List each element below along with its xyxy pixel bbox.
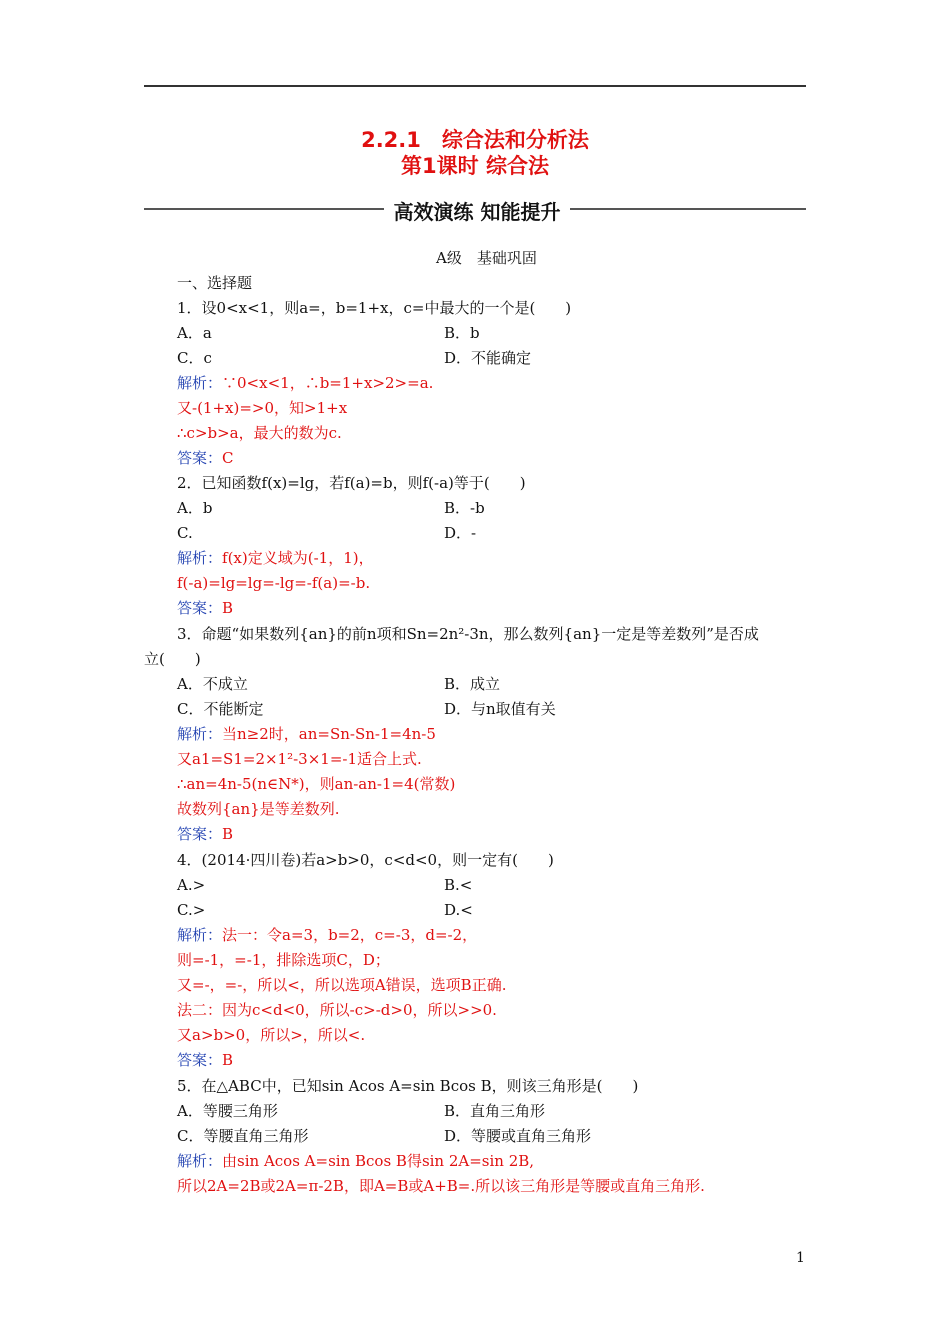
q4-option-c: C.> — [177, 901, 206, 919]
answer-value: B — [222, 599, 234, 617]
q4-option-d: D.< — [444, 901, 473, 919]
solution-label: 解析： — [177, 374, 223, 392]
q3-option-d: D．与n取值有关 — [444, 700, 556, 718]
solution-label: 解析： — [177, 1152, 223, 1170]
solution-text: ∵0<x<1，∴b=1+x>2>=a. — [222, 374, 434, 392]
q5-option-d: D．等腰或直角三角形 — [444, 1127, 592, 1145]
level-heading: A级 基础巩固 — [436, 249, 537, 267]
q3-solution-1 — [177, 724, 436, 744]
q1-solution-2: 又-(1+x)=>0，知>1+x — [177, 399, 348, 417]
q2-solution-1 — [177, 548, 374, 568]
solution-text: 法一：令a=3，b=2，c=-3，d=-2， — [222, 926, 478, 944]
answer-value: C — [222, 449, 234, 467]
q5-stem: 5．在△ABC中，已知sin Acos A=sin Bcos B，则该三角形是( ) — [177, 1077, 639, 1095]
q2-option-b: B．-b — [444, 499, 485, 517]
solution-label: 解析： — [177, 926, 223, 944]
banner-rule-left — [144, 208, 384, 210]
q4-solution-4: 法二：因为c<d<0，所以-c>-d>0，所以>>0. — [177, 1001, 497, 1019]
q4-solution-3: 又=-，=-，所以<，所以选项A错误，选项B正确. — [177, 976, 507, 994]
q5-solution-2: 所以2A=2B或2A=π-2B，即A=B或A+B=.所以该三角形是等腰或直角三角形. — [177, 1177, 705, 1195]
answer-label: 答案： — [177, 599, 223, 617]
banner-title: 高效演练 知能提升 — [393, 200, 561, 224]
q4-solution-2: 则=-1，=-1，排除选项C，D； — [177, 951, 390, 969]
solution-label: 解析： — [177, 549, 223, 567]
q3-option-a: A．不成立 — [177, 675, 248, 693]
q1-solution-1 — [177, 373, 433, 393]
q3-solution-3: ∴an=4n-5(n∈N*)，则an-an-1=4(常数) — [177, 775, 456, 793]
q4-option-a: A.> — [177, 876, 206, 894]
q1-stem: 1．设0<x<1，则a=，b=1+x，c=中最大的一个是( ) — [177, 299, 572, 317]
q4-stem: 4．(2014·四川卷)若a>b>0，c<d<0，则一定有( ) — [177, 851, 554, 869]
q2-stem: 2．已知函数f(x)=lg，若f(a)=b，则f(-a)等于( ) — [177, 474, 526, 492]
q3-stem-1: 3．命题“如果数列{an}的前n项和Sn=2n²-3n，那么数列{an}一定是等差数列”是否成 — [177, 625, 759, 643]
q3-solution-4: 故数列{an}是等差数列. — [177, 800, 340, 818]
banner-rule-right — [570, 208, 806, 210]
q3-stem-2: 立( ) — [144, 650, 201, 668]
q5-option-b: B．直角三角形 — [444, 1102, 546, 1120]
q4-answer — [177, 1050, 233, 1070]
solution-text: 当n≥2时，an=Sn-Sn-1=4n-5 — [222, 725, 436, 743]
answer-label: 答案： — [177, 825, 223, 843]
q2-answer — [177, 598, 233, 618]
q1-option-d: D．不能确定 — [444, 349, 532, 367]
q5-option-c: C．等腰直角三角形 — [177, 1127, 309, 1145]
q2-option-a: A．b — [177, 499, 213, 517]
page-number: 1 — [796, 1250, 805, 1266]
q2-option-c: C. — [177, 524, 193, 542]
solution-text: f(x)定义域为(-1，1)， — [222, 549, 374, 567]
answer-value: B — [222, 1051, 234, 1069]
answer-value: B — [222, 825, 234, 843]
q4-solution-1 — [177, 925, 477, 945]
title-line1: 2.2.1 综合法和分析法 — [361, 128, 589, 152]
q4-solution-5: 又a>b>0，所以>，所以<. — [177, 1026, 366, 1044]
q1-option-a: A．a — [177, 324, 212, 342]
q1-option-b: B．b — [444, 324, 480, 342]
q3-solution-2: 又a1=S1=2×1²-3×1=-1适合上式. — [177, 750, 422, 768]
answer-label: 答案： — [177, 1051, 223, 1069]
solution-text: 由sin Acos A=sin Bcos B得sin 2A=sin 2B, — [222, 1152, 535, 1170]
q2-option-d: D．- — [444, 524, 477, 542]
section-heading: 一、选择题 — [177, 274, 253, 292]
q1-option-c: C．c — [177, 349, 212, 367]
q1-solution-3: ∴c>b>a，最大的数为c. — [177, 424, 342, 442]
q3-answer — [177, 824, 233, 844]
title-line2: 第1课时 综合法 — [401, 154, 549, 178]
solution-label: 解析： — [177, 725, 223, 743]
q2-solution-2: f(-a)=lg=lg=-lg=-f(a)=-b. — [177, 574, 371, 592]
q4-option-b: B.< — [444, 876, 473, 894]
q3-option-c: C．不能断定 — [177, 700, 264, 718]
answer-label: 答案： — [177, 449, 223, 467]
q1-answer — [177, 448, 234, 468]
q3-option-b: B．成立 — [444, 675, 501, 693]
top-rule — [144, 85, 806, 87]
q5-option-a: A．等腰三角形 — [177, 1102, 278, 1120]
q5-solution-1 — [177, 1151, 534, 1171]
